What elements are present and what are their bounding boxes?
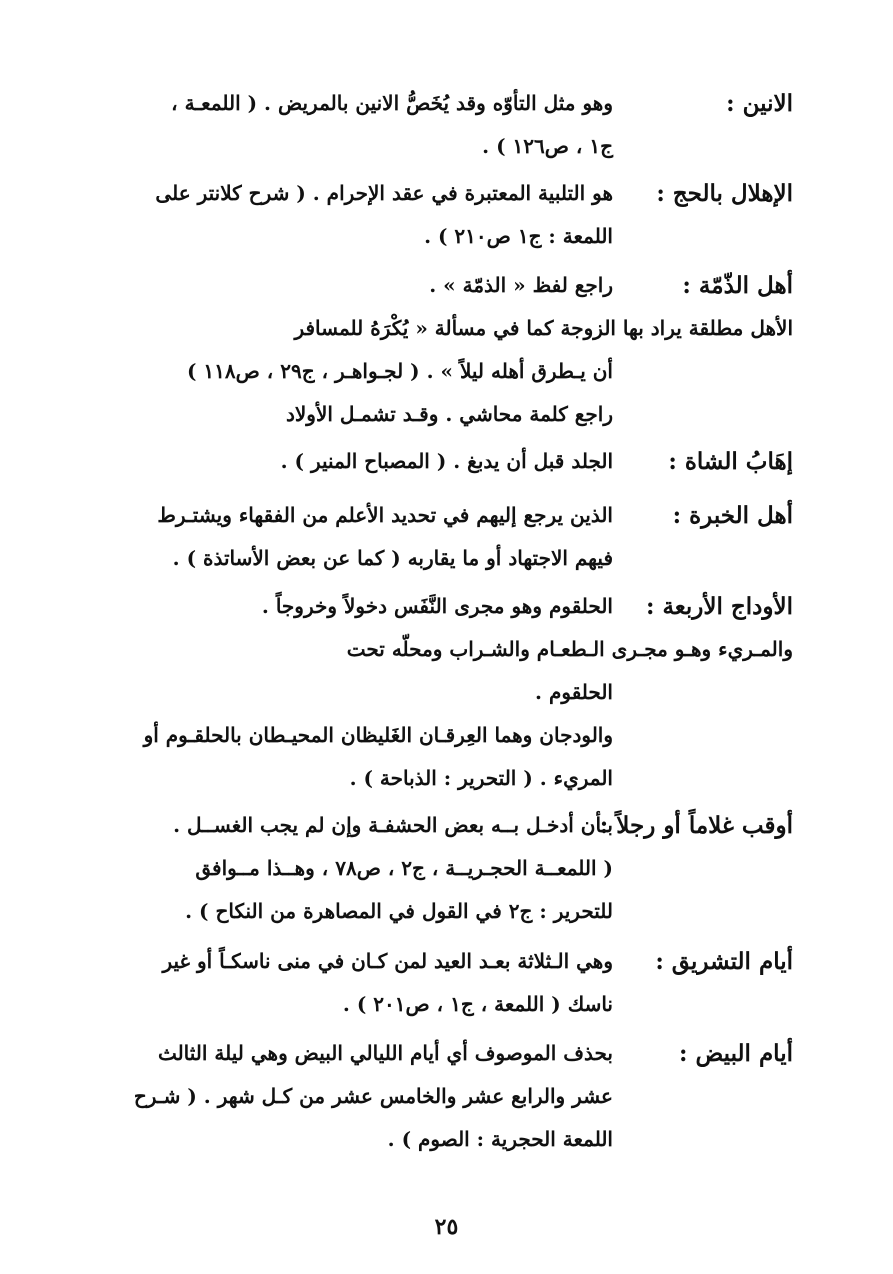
definition-line: الحلقوم . <box>535 680 613 704</box>
definition-line: الحلقوم وهو مجرى النَّفَس دخولاً وخروجاً . <box>261 594 613 618</box>
definition-line: أن يـطرق أهله ليلاً » . ( لجـواهـر ، ج٢٩ ، ص١١٨ ) <box>186 359 613 383</box>
definition-line: ناسك ( اللمعة ، ج١ ، ص٢٠١ ) . <box>342 992 613 1016</box>
definition-line: ج١ ، ص١٢٦ ) . <box>482 134 613 158</box>
definition-line: الأهل مطلقة يراد بها الزوجة كما في مسألة « يُكْرَهُ للمسافر <box>294 316 793 340</box>
definition-line: وهو مثل التأوّه وقد يُخَصُّ الانين بالمريض . ( اللمعـة ، <box>171 91 613 115</box>
entry-definition <box>93 940 613 1026</box>
definition-line: وهي الـثلاثة بعـد العيد لمن كـان في منى ناسكـاً أو غير <box>162 949 613 973</box>
definition-line: راجع كلمة محاشي . وقـد تشمـل الأولاد <box>285 402 613 426</box>
page-number: ٢٥ <box>434 1214 459 1240</box>
definition-line: هو التلبية المعتبرة في عقد الإحرام . ( شرح كلانتر على <box>155 181 613 205</box>
definition-line: المريء . ( التحرير : الذباحة ) . <box>349 766 613 790</box>
entry-term: الانين : <box>726 90 793 117</box>
entry-definition <box>93 1032 613 1161</box>
definition-line: بحذف الموصوف أي أيام الليالي البيض وهي ليلة الثالث <box>157 1041 613 1065</box>
entry-term: أوقب غلاماً أو رجلاً : <box>599 812 793 839</box>
entry-term: أهل الذّمّة : <box>682 272 793 299</box>
definition-line: والودجان وهما العِرقـان الغَليظان المحيـطان بالحلقـوم أو <box>143 723 613 747</box>
entry-term: الإهلال بالحج : <box>656 180 793 207</box>
entry-term: أهل الخبرة : <box>672 502 793 529</box>
entry-definition <box>93 82 613 168</box>
entry-term: أيام البيض : <box>678 1040 793 1067</box>
definition-line: عشر والرابع عشر والخامس عشر من كـل شهر . ( شـرح <box>133 1084 613 1108</box>
definition-line: ( اللمعــة الحجـريــة ، ج٢ ، ص٧٨ ، وهــذا مــوافق <box>195 856 613 880</box>
entry-definition <box>93 494 613 580</box>
definition-line: اللمعة : ج١ ص٢١٠ ) . <box>424 224 613 248</box>
definition-line: للتحرير : ج٢ في القول في المصاهرة من النكاح ) . <box>185 899 613 923</box>
entry-term: إهَابُ الشاة : <box>668 448 793 475</box>
definition-line: فيهم الاجتهاد أو ما يقاربه ( كما عن بعض الأساتذة ) . <box>172 546 613 570</box>
definition-line: الجلد قبل أن يدبغ . ( المصباح المنير ) . <box>280 449 613 473</box>
entry-definition <box>93 172 613 258</box>
entry-definition <box>93 440 613 483</box>
definition-line: راجع لفظ « الذمّة » . <box>429 273 613 297</box>
entry-term: أيام التشريق : <box>655 948 793 975</box>
definition-line: بـأن أدخـل بــه بعض الحشفـة وإن لم يجب الغســل . <box>173 813 613 837</box>
definition-line: والمـريء وهـو مجـرى الـطعـام والشـراب ومحلّه تحت <box>346 637 793 661</box>
definition-line: اللمعة الحجرية : الصوم ) . <box>387 1127 613 1151</box>
definition-line: الذين يرجع إليهم في تحديد الأعلم من الفقهاء ويشتـرط <box>157 503 613 527</box>
entry-term: الأوداج الأربعة : <box>645 593 793 620</box>
entry-definition <box>93 804 613 933</box>
